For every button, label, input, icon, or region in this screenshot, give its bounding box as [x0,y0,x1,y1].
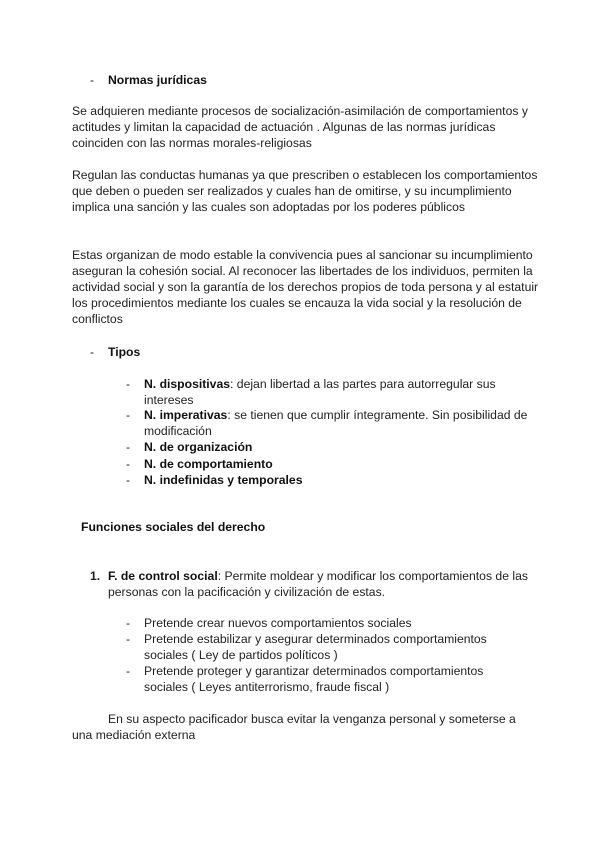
normas-paragraph-1: Se adquieren mediante procesos de socialización-asimilación de comportamientos y actitudes y limitan la capacidad de actuación . Algunas de las normas jurídicas coinciden con las normas morales-religiosas [72,104,528,150]
bullet-dash: - [126,377,131,391]
bullet-dash: - [126,457,131,471]
funcion-term: F. de control social [108,569,218,583]
bullet-dash: - [90,345,95,359]
tipo-term: N. indefinidas y temporales [144,473,303,487]
funcion-description: : Permite moldear y modificar los comportamientos de las personas con la pacificación y civilización de estas. [108,569,528,599]
tipo-item [126,407,536,439]
bullet-dash: - [126,664,131,678]
bullet-dash: - [126,473,131,487]
funcion-item [90,568,530,600]
tipo-term: N. de comportamiento [144,457,273,471]
normas-paragraph-3: Estas organizan de modo estable la convivencia pues al sancionar su incumplimiento aseguran la cohesión social. Al reconocer las libertades de los individuos, permiten la actividad social y son la garantía de los derechos propios de toda persona y al estatuir los procedimientos mediante los cuales se encauza la vida social y la resolución de conflictos [72,248,539,326]
normas-title: Normas jurídicas [108,73,207,87]
funcion-subitem [126,631,526,663]
normas-heading [90,72,207,88]
tipos-heading [90,344,140,360]
bullet-dash: - [126,440,131,454]
tipo-item [126,472,302,488]
tipo-item [126,376,536,408]
bullet-dash: - [126,616,131,630]
tipo-description: : dejan libertad a las partes para autorregular sus intereses [144,377,496,407]
funcion-subitem [126,663,526,695]
tipo-item [126,439,252,455]
subitem-text: Pretende estabilizar y asegurar determinados comportamientos sociales ( Ley de partidos políticos ) [144,632,487,662]
funcion-subitem [126,615,526,631]
closing-paragraph: En su aspecto pacificador busca evitar la venganza personal y someterse a una mediación externa [72,712,516,742]
funciones-title: Funciones sociales del derecho [81,520,266,534]
tipo-term: N. dispositivas [144,377,231,391]
normas-paragraph-2: Regulan las conductas humanas ya que prescriben o establecen los comportamientos que deben o pueden ser realizados y cuales han de omitirse, y su incumplimiento implica una sanción y las cuales son adoptadas por los poderes públicos [72,168,538,214]
tipos-title: Tipos [108,345,141,359]
item-number: 1. [90,569,101,583]
tipo-term: N. imperativas [144,408,228,422]
tipo-term: N. de organización [144,440,253,454]
tipo-description: : se tienen que cumplir íntegramente. Sin posibilidad de modificación [144,408,528,438]
bullet-dash: - [90,73,95,87]
subitem-text: Pretende proteger y garantizar determinados comportamientos sociales ( Leyes antiterrorismo, fraude fiscal ) [144,664,484,694]
subitem-text: Pretende crear nuevos comportamientos sociales [144,616,412,630]
bullet-dash: - [126,408,131,422]
tipo-item [126,456,273,472]
bullet-dash: - [126,632,131,646]
